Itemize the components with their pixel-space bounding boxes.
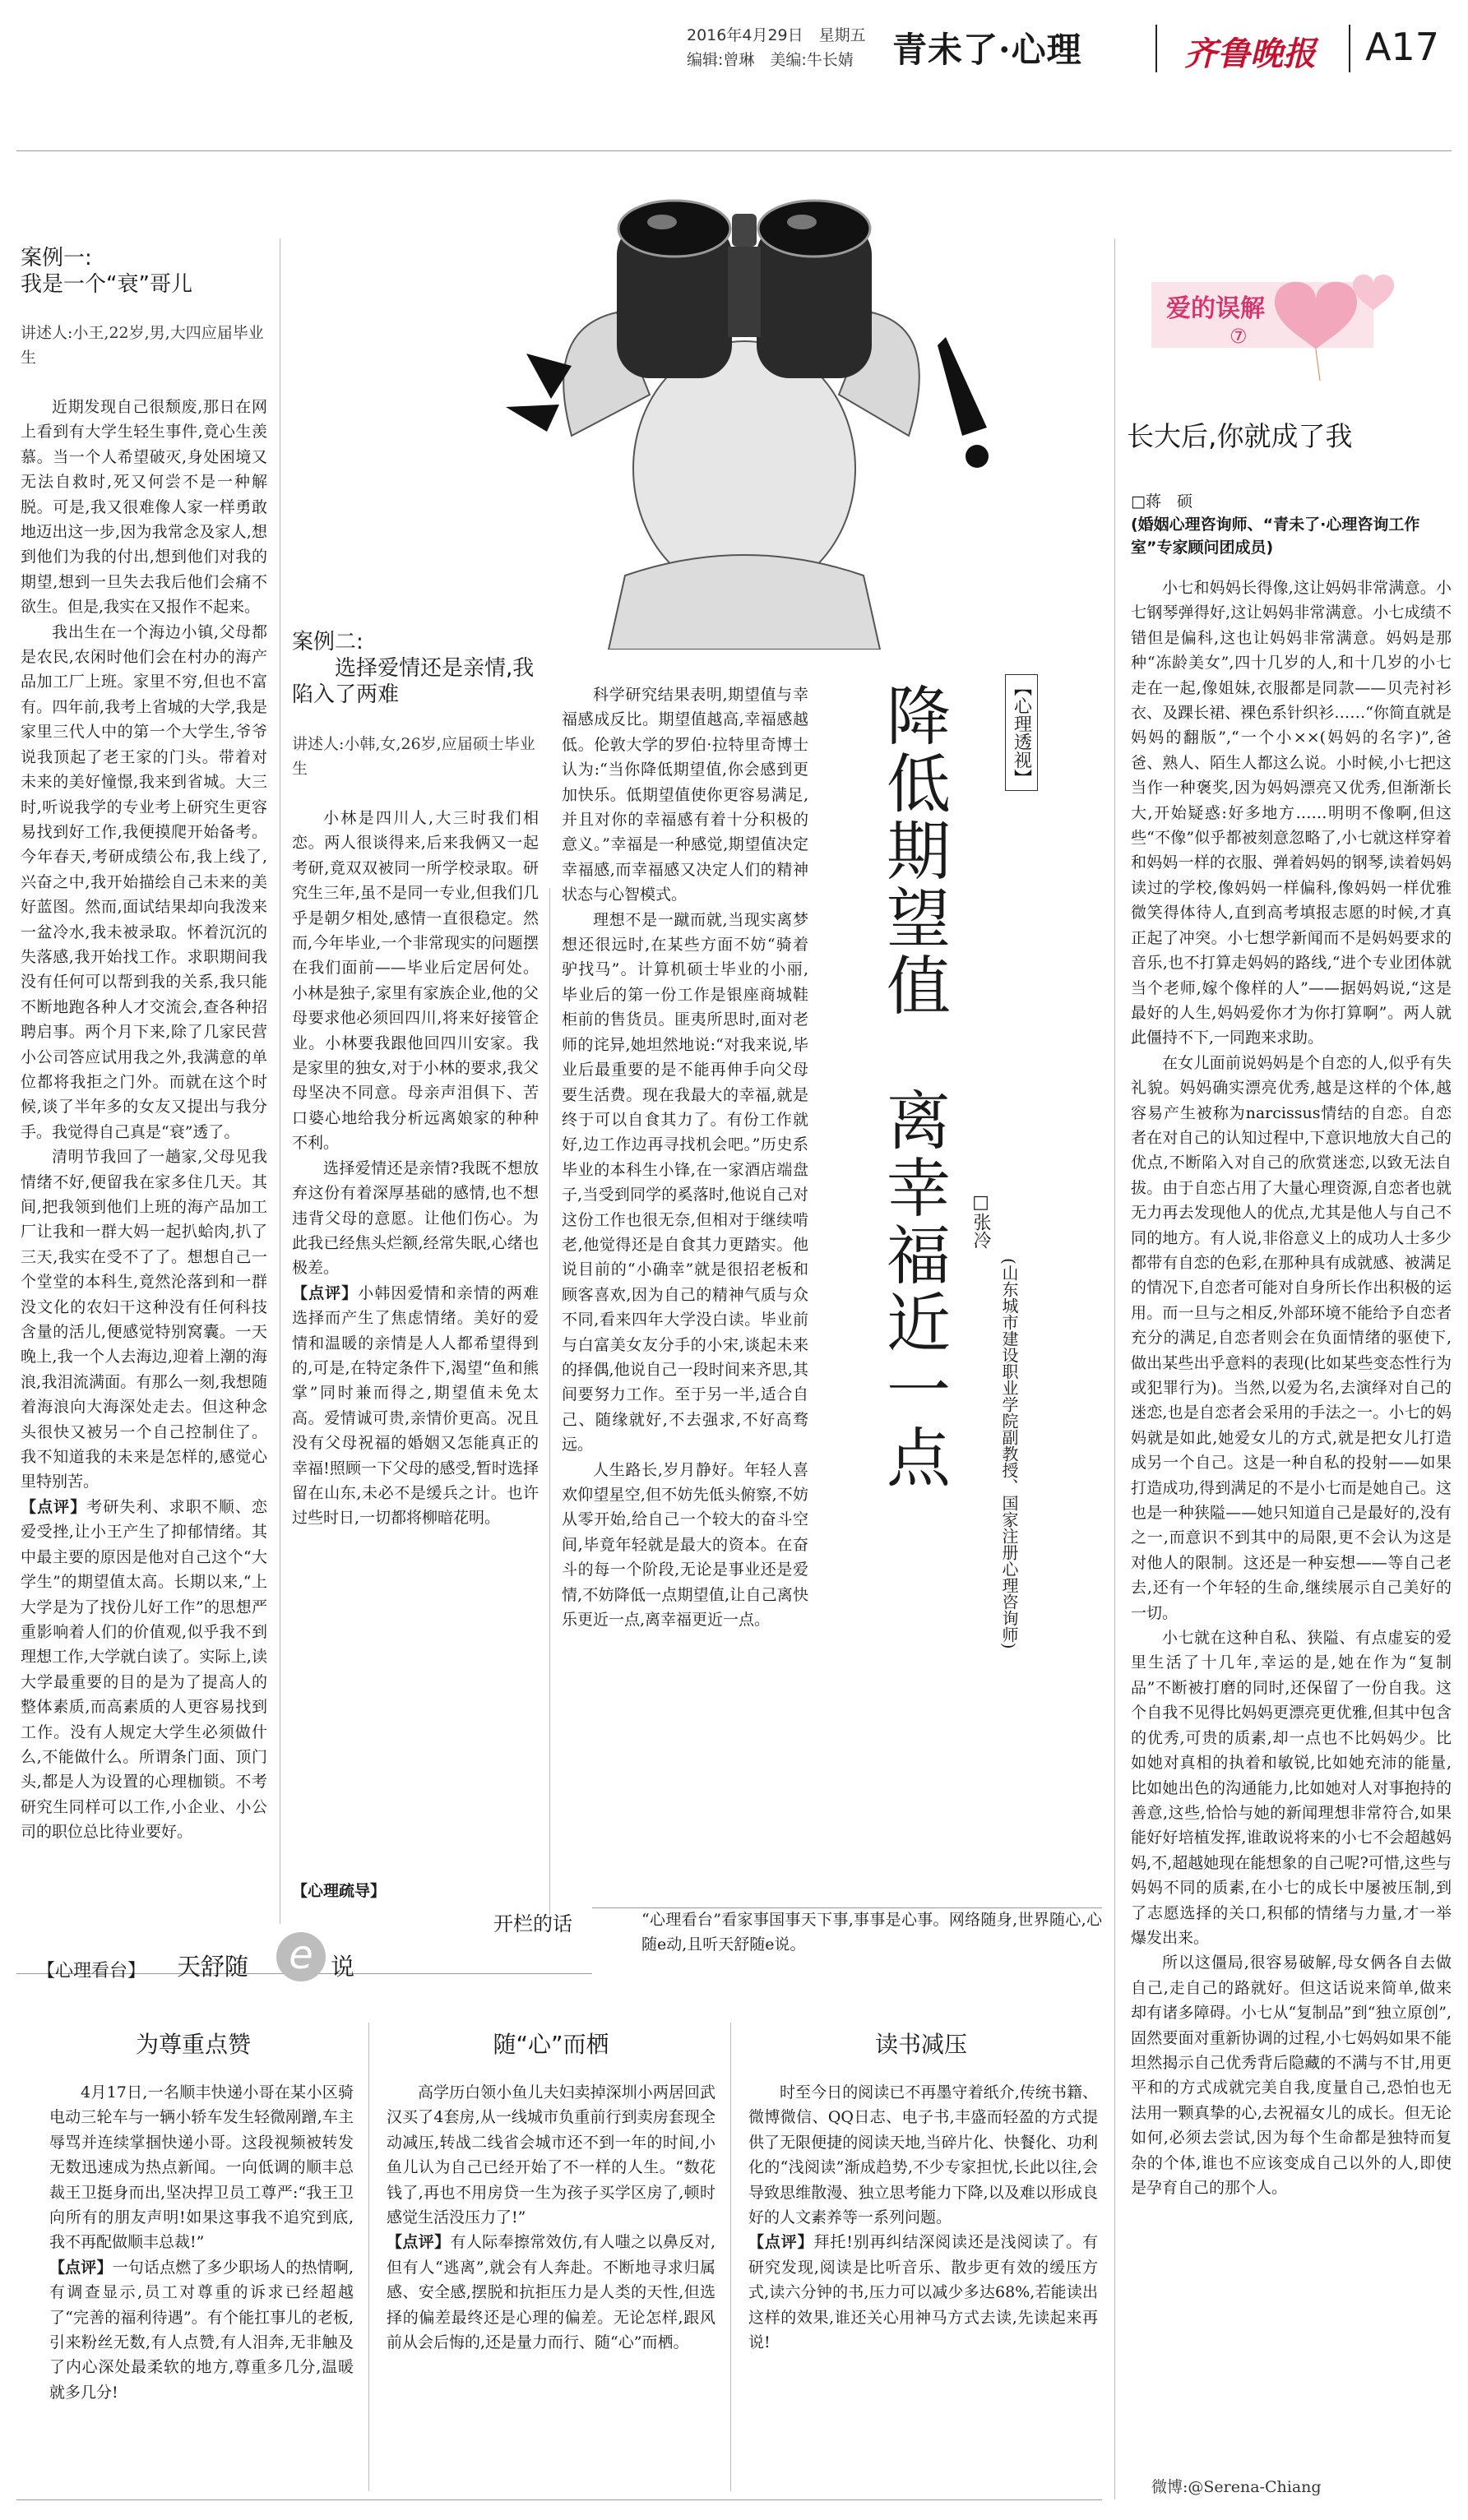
column-suffix: 说 [331, 1953, 355, 1981]
case1-body [21, 395, 267, 1953]
feature-tag: 【心理透视】 [1005, 674, 1038, 791]
case2-speaker: 讲述人:小韩,女,26岁,应届硕士毕业生 [292, 735, 535, 778]
comment-label: 【点评】 [292, 1283, 359, 1302]
comment-label: 【点评】 [21, 1497, 87, 1516]
guide-label: 【心理疏导】 [292, 1882, 387, 1900]
header-divider [1155, 25, 1157, 72]
case1-comment: 【点评】考研失利、求职不顺、恋爱受挫,让小王产生了抑郁情绪。其中最主要的原因是他对自己这个“大学生”的期望值太高。长期以来,“上大学是为了找份儿好工作”的思想严重影响着人们的价值观,似乎我不到理想工作,大学就白读了。实际上,读大学最重要的目的是为了提高人的整体素质,而高素质的人更容易找到工作。没有人规定大学生必须做什么,不能做什么。所谓条门面、顶门头,都是人为设置的心理枷锁。不考研究生同样可以工作,小企业、小公司的职位总比待业要好。 [21, 1497, 267, 1842]
right-paragraph: 小七就在这种自私、狭隘、有点虚妄的爱里生活了十几年,幸运的是,她在作为“复制品”不断被打磨的同时,还保留了一份自我。这个自我不见得比妈妈更漂亮更优雅,但其中包含的优秀,可贵的质素,却一点也不比妈妈少。比如她对真相的执着和敏锐,比如她充沛的能量,比如她出色的沟通能力,比如她对人对事抱持的善意,这些,恰恰与她的新闻理想非常符合,如果能好好培植发挥,谁敢说将来的小七不会超越妈妈,不,超越她现在能想象的自己呢?可惜,这些与妈妈不同的质素,在小七的成长中屡被压制,到了志愿选择的关口,积郁的情绪与力量,才一举爆发出来。 [1131, 1629, 1452, 1947]
piece-title: 为尊重点赞 [135, 2031, 251, 2058]
issue-date: 2016年4月29日 星期五 [687, 26, 866, 44]
case1-paragraph: 清明节我回了一趟家,父母见我情绪不好,便留我在家多住几天。其间,把我领到他们上班的海产品加工厂让我和一群大妈一起扒蛤肉,扒了三天,我实在受不了了。想想自己一个堂堂的本科生,竟然沦落到和一群没文化的农妇干这种没有任何科技含量的活儿,便感觉特别窝囊。一天晚上,我一个人去海边,迎着上潮的海浪,我泪流满面。有那么一刻,我想随着海浪向大海深处走去。但这种念头很快又被另一个自己控制住了。我不知道我的未来是怎样的,感觉心里特别苦。 [21, 1148, 267, 1491]
column-rule [730, 2023, 731, 2491]
case1-paragraph: 近期发现自己很颓废,那日在网上看到有大学生轻生事件,竟心生羡慕。当一个人希望破灭,身处困境又无法自救时,死又何尝不是一种解脱。可是,我又很难像人家一样勇敢地迈出这一步,因为我常念及家人,想到他们为我的付出,想到他们对我的期望,想到一旦失去我后他们会痛不欲生。但是,我实在又报作不起来。 [21, 398, 267, 617]
column-piece: 时至今日的阅读已不再墨守着纸介,传统书籍、微博微信、QQ日志、电子书,丰盛而轻盈的方式提供了无限便捷的阅读天地,当碎片化、快餐化、功利化的“浅阅读”渐成趋势,不少专家担忧,长此以往,会导致思维散漫、独立思考能力下降,以及难以形成良好的人文素养等一系列问题。 【点评】拜托!别再纠结深阅读还是浅阅读了。有研究发现,阅读是比听音乐、散步更有效的缓压方式,读六分钟的书,压力可以减少多达68%,若能读出这样的效果,谁还关心用神马方式去读,先读起来再说! [748, 2083, 1098, 2352]
feature-author-credential: (山东城市建设职业学院副教授、国家注册心理咨询师) [999, 1258, 1019, 1649]
case1-paragraph: 我出生在一个海边小镇,父母都是农民,农闲时他们会在村办的海产品加工厂上班。家里不穷,但也不富有。四年前,我考上省城的大学,我是家里三代人中的第一个大学生,爷爷说我顶起了老王家的门头。带着对未来的美好憧憬,我来到省城。大三时,听说我学的专业考上研究生更容易找到好工作,我便摸爬开始备考。今年春天,考研成绩公布,我上线了,兴奋之中,我开始描绘自己未来的美好蓝图。然而,面试结果却向我泼来一盆冷水,我未被录取。怀着沉沉的失落感,我开始找工作。求职期间我没有任何可以帮到我的关系,我只能不断地跑各种人才交流会,查各种招聘启事。两个月下来,除了几家民营小公司答应试用我之外,我满意的单位都将我拒之门外。而就在这个时候,谈了半年多的女友又提出与我分手。我觉得自己真是“衰”透了。 [21, 622, 267, 1141]
guide-paragraph: 人生路长,岁月静好。年轻人喜欢仰望星空,但不妨先低头俯察,不妨从零开始,给自己一个较大的奋斗空间,毕竟年轻就是最大的资本。在奋斗的每一个阶段,无论是事业还是爱情,不妨降低一点期望值,让自己离快乐更近一点,离幸福更近一点。 [562, 1460, 808, 1630]
newspaper-logo: 齐鲁晚报 [1184, 35, 1316, 73]
piece-title: 读书减压 [874, 2031, 967, 2058]
column-label: 【心理看台】 [37, 1961, 146, 1981]
case2-heading [292, 629, 539, 708]
bottom-rule [16, 2499, 1102, 2500]
right-article-credential: (婚姻心理咨询师、“青未了·心理咨询工作室”专家顾问团成员) [1131, 516, 1420, 557]
case1-speaker: 讲述人:小王,22岁,男,大四应届毕业生 [21, 324, 264, 367]
column-opener-label: 开栏的话 [493, 1912, 572, 1935]
column-opener: “心理看台”看家事国事天下事,事事是心事。网络随身,世界随心,心随e动,且听天舒随e说。 [641, 1911, 1102, 1954]
right-paragraph: 所以这僵局,很容易破解,母女俩各自去做自己,走自己的路就好。但这话说来简单,做来却有诸多障碍。小七从“复制品”到“独立原创”,固然要面对重新协调的过程,小七妈妈如果不能坦然揭示自己优秀背后隐藏的不满与不甘,用更平和的方式成就完美自我,度量自己,恐怕也无法用一颗真挚的心,去祝福女儿的成长。但无论如何,必须去尝试,因为每个生命都是独特而复杂的个体,谁也不应该变成自己以外的人,即使是孕育自己的那个人。 [1131, 1954, 1452, 2197]
case2-title-line1: 案例二: [292, 630, 364, 654]
header-divider [1349, 25, 1350, 72]
case1-heading [21, 245, 267, 298]
case1-title-line2: 我是一个“衰”哥儿 [21, 272, 192, 297]
right-article-title: 长大后,你就成了我 [1127, 420, 1353, 452]
page-number: A17 [1365, 25, 1440, 69]
case1-title-line1: 案例一: [21, 246, 92, 270]
column-name: 天舒随 [177, 1953, 249, 1981]
case2-title-line2: 选择爱情还是亲情,我陷入了两难 [292, 656, 535, 707]
piece-title: 随“心”而栖 [493, 2031, 609, 2058]
case2-body [292, 806, 539, 1858]
header-rule [16, 150, 1452, 151]
case2-paragraph: 小林是四川人,大三时我们相恋。两人很谈得来,后来我俩又一起考研,竟双双被同一所学校录取。研究生三年,虽不是同一专业,但我们几乎是朝夕相处,感情一直很稳定。然而,今年毕业,一个非常现实的问题摆在我们面前——毕业后定居何处。小林是独子,家里有家族企业,他的父母要求他必须回四川,将来好接管企业。小林要我跟他回四川安家。我是家里的独女,对于小林的要求,我父母坚决不同意。母亲声泪俱下、苦口婆心地给我分析远离娘家的种种不利。 [292, 809, 539, 1153]
feature-author: □张冷 [970, 1192, 991, 1249]
feature-title: 降低期望值 离幸福近一点 [876, 682, 950, 1491]
love-banner [1151, 267, 1398, 382]
guide-body [562, 682, 808, 1953]
right-article-body [1131, 576, 1452, 2471]
column-e-logo: e [276, 1932, 326, 1981]
banner-title: 爱的误解 [1166, 294, 1265, 323]
editor-credit: 编辑:曾琳 美编:牛长婧 [687, 51, 854, 69]
right-paragraph: 小七和妈妈长得像,这让妈妈非常满意。小七钢琴弹得好,这让妈妈非常满意。小七成绩不错但是偏科,这也让妈妈非常满意。妈妈是那种“冻龄美女”,四十几岁的人,和十几岁的小七走在一起,像姐妹,衣服都是同款——贝壳衬衫衣、及踝长裙、裸色系针织衫……“你简直就是妈妈的翻版”,“一个小××(妈妈的名字)”,爸爸、熟人、陌生人都这么说。小时候,小七把这当作一种褒奖,因为妈妈漂亮又优秀,但渐渐长大,开始疑惑:好多地方……明明不像啊,但这些“不像”似乎都被刻意忽略了,小七就这样穿着和妈妈一样的衣服、弹着妈妈的钢琴,读着妈妈读过的学校,像妈妈一样偏科,像妈妈一样优雅微笑得体待人,直到高考填报志愿的时候,才真正起了冲突。小七想学新闻而不是妈妈要求的音乐,也不打算走妈妈的路线,“进个专业团体就当个老师,嫁个像样的人”——据妈妈说,“这是最好的人生,妈妈爱你才为你打算啊”。两人就此僵持不下,一同跑来求助。 [1131, 579, 1452, 1047]
column-rule [368, 2023, 369, 2491]
right-article-author: □蒋 硕 [1131, 492, 1192, 511]
guide-paragraph: 理想不是一蹴而就,当现实离梦想还很远时,在某些方面不妨“骑着驴找马”。计算机硕士毕业的小丽,毕业后的第一份工作是银座商城鞋柜前的售货员。匪夷所思时,面对老师的诧异,她坦然地说:“对我来说,毕业后最重要的是不能再伸手向父母要生活费。现在我最大的幸福,就是终于可以自食其力了。有份工作就好,边工作边再寻找机会吧。”历史系毕业的本科生小锋,在一家酒店端盘子,当受到同学的奚落时,他说自己对这份工作也很无奈,但相对于继续啃老,他觉得还是自食其力更踏实。他说目前的“小确幸”就是很招老板和顾客喜欢,因为自己的精神气质与众不同,看来四年大学没白读。毕业前与白富美女友分手的小宋,谈起未来的择偶,他说自己一段时间来齐思,其间要努力工作。至于另一半,适合自己、随缘就好,不去强求,不好高骛远。 [562, 910, 808, 1454]
weibo-handle: 微博:@Serena-Chiang [1151, 2478, 1322, 2496]
column-rule [1114, 238, 1115, 2499]
guide-paragraph: 科学研究结果表明,期望值与幸福感成反比。期望值越高,幸福感越低。伦敦大学的罗伯·拉特里奇博士认为:“当你降低期望值,你会感到更加快乐。低期望值使你更容易满足,并且对你的幸福感有着十分积极的意义。”幸福是一种感觉,期望值决定幸福感,而幸福感又决定人们的精神状态与心智模式。 [562, 686, 808, 904]
right-paragraph: 在女儿面前说妈妈是个自恋的人,似乎有失礼貌。妈妈确实漂亮优秀,越是这样的个体,越容易产生被称为narcissus情结的自恋。自恋者在对自己的认知过程中,下意识地放大自己的优点,不断陷入对自己的欣赏迷恋,以致无法自拔。由于自恋占用了大量心理资源,自恋者也就无力再去发现他人的优点,尤其是他人与自己不同的地方。有人说,非俗意义上的成功人士多少都带有自恋的色彩,在那种具有成就感、被满足的情况下,自恋者可能对自身所长作出积极的运用。而一旦与之相反,外部环境不能给予自恋者充分的满足,自恋者则会在负面情绪的驱使下,做出某些出乎意料的表现(比如某些变态性行为或犯罪行为)。当然,以爱为名,去演绎对自己的迷恋,也是自恋者会采用的手法之一。小七的妈妈就是如此,她爱女儿的方式,就是把女儿打造成另一个自己。这是一种自私的投射——如果打造成功,得到满足的不是小七而是她自己。这也是一种狭隘——她只知道自己是最好的,没有之一,而意识不到其中的局限,更不会认为这是对他人的限制。这还是一种妄想——等自己老去,还有一个年轻的生命,继续展示自己美好的一切。 [1131, 1053, 1452, 1622]
banner-number: ⑦ [1230, 325, 1248, 348]
section-title: 青未了·心理 [892, 30, 1082, 70]
case2-comment: 【点评】小韩因爱情和亲情的两难选择而产生了焦虑情绪。美好的爱情和温暖的亲情是人人都希望得到的,可是,在特定条件下,渴望“鱼和熊掌”同时兼而得之,期望值未免太高。爱情诚可贵,亲情价更高。况且没有父母祝福的婚姻又怎能真正的幸福!照顾一下父母的感受,暂时选择留在山东,未必不是缓兵之计。也许过些时日,一切都将柳暗花明。 [292, 1283, 539, 1528]
column-rule [549, 888, 550, 1916]
case2-paragraph: 选择爱情还是亲情?我既不想放弃这份有着深厚基础的感情,也不想违背父母的意愿。让他们伤心。为此我已经焦头烂额,经常失眠,心绪也极差。 [292, 1158, 539, 1278]
binoculars-illustration [493, 189, 1012, 650]
column-piece: 4月17日,一名顺丰快递小哥在某小区骑电动三轮车与一辆小轿车发生轻微剐蹭,车主辱骂并连续掌掴快递小哥。这段视频被转发无数迅速成为热点新闻。一向低调的顺丰总裁王卫挺身而出,坚决捍卫员工尊严:“我王卫向所有的朋友声明!如果这事我不追究到底,我不再配做顺丰总裁!” 【点评】一句话点燃了多少职场人的热情啊,有调查显示,员工对尊重的诉求已经超越了“完善的福利待遇”。有个能扛事儿的老板,引来粉丝无数,有人点赞,有人泪奔,无非触及了内心深处最柔软的地方,尊重多几分,温暖就多几分! [49, 2083, 354, 2402]
column-piece: 高学历白领小鱼儿夫妇卖掉深圳小两居回武汉买了4套房,从一线城市负重前行到卖房套现全动减压,转战二线省会城市还不到一年的时间,小鱼儿认为自己已经开始了不一样的人生。“数花钱了,再也不用房贷一生为孩子买学区房了,顿时感觉生活没压力了!” 【点评】有人际奉擦常效仿,有人嗤之以鼻反对,但有人“逃离”,就会有人奔赴。不断地寻求归属感、安全感,摆脱和抗拒压力是人类的天性,但选择的偏差最终还是心理的偏差。无论怎样,跟风前从会后悔的,还是量力而行、随“心”而栖。 [387, 2083, 715, 2352]
